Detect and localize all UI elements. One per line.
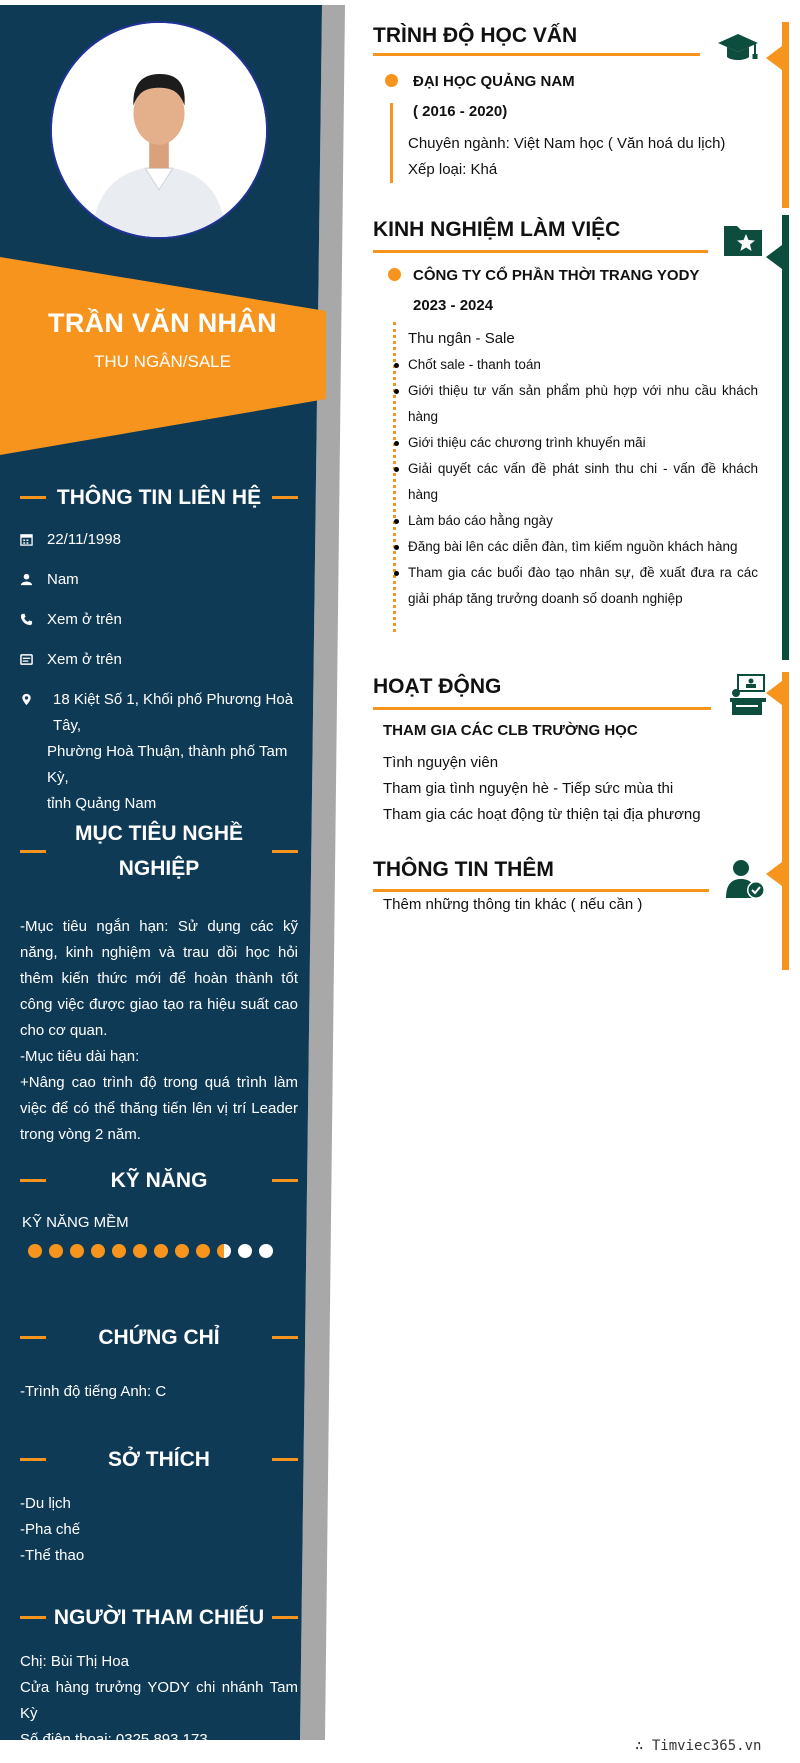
education-title: TRÌNH ĐỘ HỌC VẤN bbox=[373, 24, 578, 47]
objective-title-text bbox=[46, 816, 272, 886]
references-section-title bbox=[20, 1600, 298, 1635]
experience-side-bar bbox=[782, 215, 789, 660]
duty-item: Tham gia các buổi đào tạo nhân sự, đề xuất đưa ra các giải pháp tăng trưởng doanh số doanh nghiệp bbox=[408, 560, 758, 612]
experience-underline bbox=[373, 250, 708, 253]
hobby-item: -Du lịch bbox=[20, 1495, 71, 1512]
title-dash-left bbox=[20, 1336, 46, 1339]
objective-title-line: MỤC TIÊU NGHỀ bbox=[75, 822, 243, 845]
phone-icon bbox=[20, 607, 47, 633]
skill-dot bbox=[70, 1244, 84, 1258]
job-title: THU NGÂN/SALE bbox=[94, 352, 231, 371]
duty-item: Giới thiệu các chương trình khuyến mãi bbox=[408, 430, 758, 456]
skills-section-title bbox=[20, 1163, 298, 1198]
candidate-name: TRẦN VĂN NHÂN bbox=[48, 308, 277, 338]
duty-item: Chốt sale - thanh toán bbox=[408, 352, 758, 378]
activities-side-pointer bbox=[766, 681, 782, 705]
education-side-bar bbox=[782, 22, 789, 208]
title-dash-left bbox=[20, 1179, 46, 1182]
contact-gender bbox=[20, 567, 305, 593]
contact-email bbox=[20, 647, 305, 673]
experience-side-pointer bbox=[766, 245, 782, 269]
skill-dot bbox=[196, 1244, 210, 1258]
activity-item: Tham gia các hoạt động từ thiện tại địa phương bbox=[383, 806, 701, 823]
objective-title-line: NGHIỆP bbox=[118, 857, 200, 880]
certificates-section-title bbox=[20, 1320, 298, 1355]
contact-address bbox=[20, 687, 305, 817]
skill-dot bbox=[91, 1244, 105, 1258]
certificate-item: -Trình độ tiếng Anh: C bbox=[20, 1383, 167, 1400]
additional-side-pointer bbox=[766, 862, 782, 886]
skill-dot bbox=[112, 1244, 126, 1258]
address-line: 18 Kiệt Số 1, Khối phố Phương Hoà Tây, bbox=[53, 691, 294, 734]
title-dash-right bbox=[272, 1616, 298, 1619]
company-name: CÔNG TY CỔ PHẦN THỜI TRANG YODY bbox=[413, 267, 700, 284]
activity-item: Tình nguyện viên bbox=[383, 754, 499, 771]
hobby-item: -Pha chế bbox=[20, 1521, 81, 1538]
contact-title-text: THÔNG TIN LIÊN HỆ bbox=[56, 486, 262, 509]
skill-dot bbox=[175, 1244, 189, 1258]
experience-period: 2023 - 2024 bbox=[413, 297, 494, 314]
experience-bullet bbox=[388, 268, 401, 281]
education-bullet bbox=[385, 74, 398, 87]
references-text bbox=[20, 1649, 298, 1753]
job-position: Thu ngân - Sale bbox=[408, 330, 515, 347]
duty-item: Làm báo cáo hằng ngày bbox=[408, 508, 758, 534]
title-dash-right bbox=[272, 850, 298, 853]
skill-dot bbox=[238, 1244, 252, 1258]
title-dash-left bbox=[20, 1616, 46, 1619]
title-dash-right bbox=[272, 1458, 298, 1461]
education-side-pointer bbox=[766, 46, 782, 70]
email-icon bbox=[20, 647, 47, 673]
graduation-cap-icon bbox=[716, 26, 760, 70]
address-line: Phường Hoà Thuận, thành phố Tam Kỳ, bbox=[47, 743, 288, 786]
contact-section-title bbox=[20, 480, 298, 515]
duty-item: Đăng bài lên các diễn đàn, tìm kiếm nguồn khách hàng bbox=[408, 534, 758, 560]
address-value bbox=[47, 687, 305, 817]
skill-rating bbox=[28, 1244, 273, 1258]
reference-line: Số điện thoại: 0325.893.173 bbox=[20, 1731, 208, 1748]
hobbies-title-text: SỞ THÍCH bbox=[108, 1448, 210, 1471]
experience-duties bbox=[408, 326, 758, 612]
contact-phone bbox=[20, 607, 305, 633]
title-dash-left bbox=[20, 496, 46, 499]
hobbies-section-title bbox=[20, 1442, 298, 1477]
skill-dot bbox=[133, 1244, 147, 1258]
email-value: Xem ở trên bbox=[47, 651, 122, 668]
gender-value: Nam bbox=[47, 571, 79, 588]
additional-title: THÔNG TIN THÊM bbox=[373, 858, 554, 881]
duty-item: Giới thiệu tư vấn sản phẩm phù hợp với nhu cầu khách hàng bbox=[408, 378, 758, 430]
education-grade: Xếp loại: Khá bbox=[408, 161, 498, 178]
reference-line: Cửa hàng trưởng YODY chi nhánh Tam Kỳ bbox=[20, 1679, 298, 1722]
certificates-list bbox=[20, 1379, 298, 1405]
reference-line: Chị: Bùi Thị Hoa bbox=[20, 1653, 129, 1670]
title-dash-right bbox=[272, 1179, 298, 1182]
avatar bbox=[50, 21, 268, 239]
references-title-text: NGƯỜI THAM CHIẾU bbox=[53, 1606, 265, 1629]
school-name: ĐẠI HỌC QUẢNG NAM bbox=[413, 73, 575, 90]
left-column bbox=[0, 0, 320, 1748]
hobbies-list bbox=[20, 1491, 298, 1569]
objective-line: -Mục tiêu ngắn hạn: Sử dụng các kỹ năng, kinh nghiệm và trau dồi học hỏi thêm kiến thức mới để hoàn thành tốt công việc được giao tạo ra hiệu suất cao cho cơ quan. bbox=[20, 918, 298, 1039]
phone-value: Xem ở trên bbox=[47, 611, 122, 628]
presenter-icon bbox=[726, 673, 770, 717]
experience-title: KINH NGHIỆM LÀM VIỆC bbox=[373, 218, 621, 241]
skill-dot bbox=[28, 1244, 42, 1258]
objective-line: +Nâng cao trình độ trong quá trình làm việc để có thể thăng tiến lên vị trí Leader trong vòng 2 năm. bbox=[20, 1074, 298, 1143]
additional-text: Thêm những thông tin khác ( nếu cần ) bbox=[383, 896, 643, 913]
skill-dot bbox=[217, 1244, 231, 1258]
objective-line: -Mục tiêu dài hạn: bbox=[20, 1048, 140, 1065]
objective-section-title bbox=[20, 816, 298, 886]
skills-title-text: KỸ NĂNG bbox=[110, 1169, 208, 1192]
watermark: ∴ Timviec365.vn bbox=[635, 1738, 762, 1754]
education-timeline bbox=[390, 103, 393, 183]
contact-birthday bbox=[20, 527, 305, 553]
skill-dot bbox=[154, 1244, 168, 1258]
title-dash-left bbox=[20, 1458, 46, 1461]
education-underline bbox=[373, 53, 700, 56]
folder-star-icon bbox=[722, 218, 766, 262]
activities-heading: THAM GIA CÁC CLB TRƯỜNG HỌC bbox=[383, 722, 638, 739]
education-major: Chuyên ngành: Việt Nam học ( Văn hoá du lịch) bbox=[408, 135, 726, 152]
objective-text bbox=[20, 914, 298, 1148]
skill-dot bbox=[49, 1244, 63, 1258]
skill-dot bbox=[259, 1244, 273, 1258]
experience-timeline bbox=[393, 322, 396, 632]
location-icon bbox=[20, 687, 47, 817]
user-icon bbox=[20, 567, 47, 593]
activities-title: HOẠT ĐỘNG bbox=[373, 675, 502, 698]
certificates-title-text: CHỨNG CHỈ bbox=[98, 1326, 220, 1349]
duty-item: Giải quyết các vấn đề phát sinh thu chi - vấn đề khách hàng bbox=[408, 456, 758, 508]
activities-side-bar bbox=[782, 672, 789, 970]
education-period: ( 2016 - 2020) bbox=[413, 103, 508, 120]
title-dash-right bbox=[272, 496, 298, 499]
user-check-icon bbox=[724, 858, 768, 902]
birthday-value: 22/11/1998 bbox=[47, 531, 121, 548]
profile-photo bbox=[52, 23, 266, 237]
title-dash-left bbox=[20, 850, 46, 853]
calendar-icon bbox=[20, 527, 47, 553]
skill-name: KỸ NĂNG MỀM bbox=[22, 1214, 129, 1231]
activities-underline bbox=[373, 707, 711, 710]
hobby-item: -Thể thao bbox=[20, 1547, 85, 1564]
activity-item: Tham gia tình nguyện hè - Tiếp sức mùa thi bbox=[383, 780, 674, 797]
title-dash-right bbox=[272, 1336, 298, 1339]
address-line: tỉnh Quảng Nam bbox=[47, 795, 157, 812]
